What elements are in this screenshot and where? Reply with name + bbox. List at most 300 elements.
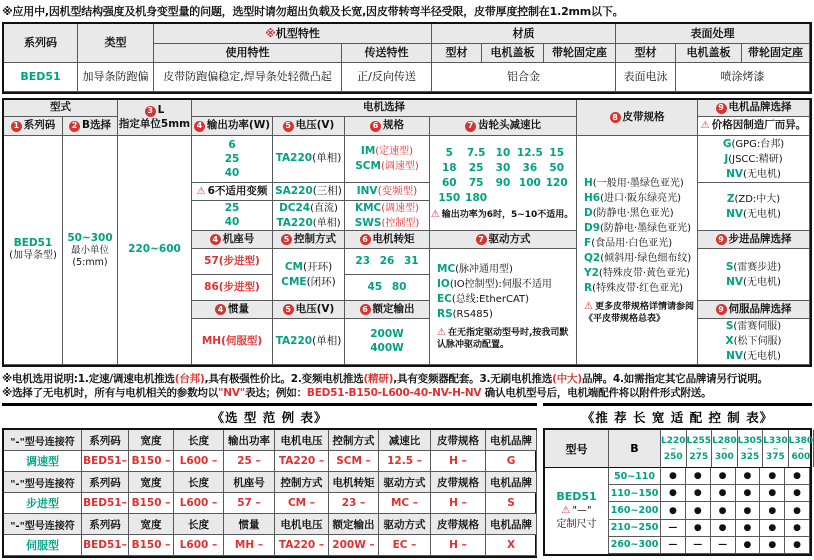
list-cell: 电机品牌 [486,514,537,535]
list-cell: 57 – [224,493,275,514]
list-cell: 180 [465,191,488,204]
belt-note-text: 更多皮带规格详情请参阅《平皮带规格总表》 [584,301,694,324]
list-cell: 50 [549,161,565,174]
l-bottom: 250 [663,451,683,462]
header-motor-group: 电机选择 [192,100,577,117]
belt-sub: (进口·阪东绿亮光) [600,192,682,204]
note-seg-red: "NV" [218,387,246,399]
compat-rows [609,468,810,554]
list-cell: ● [760,537,785,554]
dot-cells [661,468,810,485]
ctrl-item [281,275,336,290]
list-cell: 惯量 [224,514,275,535]
header-drive-mode-text: 驱动方式 [488,232,531,245]
length-col-header [763,430,789,467]
spec-item [355,159,419,174]
frame-86: 86(步进型) [192,275,273,301]
brand-code: S [725,320,734,332]
brand-price-note [698,117,810,136]
badge-6: 6 [360,234,371,245]
header-gear-ratio [430,117,577,136]
belt-code: R [584,281,593,294]
brand-sub: (无电机) [743,351,781,362]
gear-note-text: 输出功率为6时，5~10不适用。 [441,209,574,220]
brand-code: X [725,335,734,347]
list-cell: BED51– [82,535,129,556]
list-cell: 15 [549,146,565,159]
list-cell: EC – [379,535,431,556]
drive-code: MC [437,263,456,275]
brand-sub: (雷赛伺服) [733,321,782,332]
compat-row [609,502,810,519]
belt-item [584,266,690,281]
brand-item [724,152,782,167]
header-drive-mode [430,231,577,249]
header-output-power-text: 输出功率(W) [206,119,271,132]
brand-item [726,319,781,334]
torque-86 [345,275,430,301]
frame-57: 57(步进型) [192,249,273,275]
spec-item [361,144,413,159]
belt-item [584,221,691,236]
badge-9: 9 [716,234,727,245]
dash-mark: "—" [572,505,592,516]
spec-code: SWS [354,216,382,229]
brand-item [726,334,782,349]
list-cell: ● [686,520,711,537]
list-cell: BED51– [82,451,129,472]
brand-sub: (无电机) [743,168,781,180]
ac-voltage-2 [273,183,345,201]
gear-ratio-values [436,146,570,205]
row-label-servo-type: 伺服型 [4,535,82,556]
belt-sub: (特殊皮带·黄色亚光) [598,267,690,279]
list-cell: L600 – [174,493,224,514]
header-length-unit: 指定单位5mm [118,117,191,130]
spec-sub: (调速型) [380,161,419,172]
b-range-value: 50~300 [67,231,113,244]
volt-code: DC24 [279,201,311,214]
dot-cells [661,485,810,502]
header-inertia-text: 惯量 [228,302,249,315]
header-spec [345,117,430,136]
header-servo-voltage-text: 电压(V) [295,302,335,315]
custom-size-flag [561,504,591,518]
ctrl-sub: (开环) [302,260,333,273]
list-cell: 皮带规格 [431,472,486,493]
compat-row [609,520,810,537]
compat-model-cell [545,468,609,554]
header-gear-ratio-text: 齿轮头减速比 [478,119,541,132]
belt-spec-cell [577,136,698,365]
list-cell: ● [711,520,736,537]
list-cell: 控制方式 [329,430,379,451]
surface-profile-value: 表面电泳 [616,63,676,92]
list-cell: 25 [224,202,240,215]
list-cell: 6 [228,139,236,151]
list-cell: 系列码 [82,430,129,451]
list-cell: L600 – [174,535,224,556]
spec-sub: (控制型) [381,217,420,229]
l-top: L280 [712,435,737,446]
gear-note [431,209,576,221]
length-col-header [712,430,738,467]
connector-label: "-"型号连接符 [4,472,82,493]
spec-code: INV [356,184,378,197]
badge-9: 9 [716,304,727,315]
dot-cells [661,520,810,537]
note-seg: 品牌。4.如需指定其它品牌请另行说明。 [581,373,768,385]
length-col-header [661,430,687,467]
list-cell: L600 – [174,451,224,472]
header-motor-cover-2: 电机盖板 [676,44,742,63]
list-cell: ● [785,537,810,554]
header-length-line1 [145,104,165,117]
badge-3: 3 [145,106,156,117]
l-top: L255 [686,435,712,446]
volt-code: SA220 [275,184,313,197]
tilde: ~ [746,444,753,453]
example-value-cells [82,451,537,472]
volt-code: TA220 [275,152,313,165]
length-col-header [687,430,713,467]
list-cell: ● [736,502,761,519]
volt-sub: (单相) [312,152,342,165]
list-cell: ● [711,468,736,485]
list-cell: 宽度 [129,514,174,535]
list-cell: 驱动方式 [379,514,431,535]
list-cell: BED51– [82,493,129,514]
belt-code: H6 [584,191,601,204]
warning-icon [197,185,206,199]
brand-sub: (雷赛步进) [733,261,782,273]
compat-table [543,428,812,556]
list-cell: 75 [468,176,484,189]
header-pulley-seat-2: 带轮固定座 [742,44,810,63]
list-cell: MH – [224,535,275,556]
brand-item [726,207,781,222]
list-cell: 100 [518,176,541,189]
note-seg: ,具有变频器配套。3.无刷电机推选 [393,373,553,385]
list-cell: ● [686,468,711,485]
drive-code: RS [437,308,453,320]
list-cell: 12.5 – [379,451,431,472]
list-cell: 40 [224,167,240,179]
list-cell: 400W [370,341,404,354]
compat-table-title: 《推 荐 长 宽 适 配 控 制 表》 [581,410,774,425]
list-cell: 25 – [224,451,275,472]
header-pulley-seat: 带轮固定座 [544,44,616,63]
overview-table [2,22,812,94]
b-range: 160~200 [609,502,661,519]
list-cell: 机座号 [224,472,275,493]
brand-sub: (无电机) [743,208,781,220]
brand-code: NV [726,350,744,362]
torque-57 [345,249,430,275]
belt-item [584,251,691,266]
example-value-cells [82,493,537,514]
spec-sub: (调速型) [381,202,420,214]
badge-5: 5 [283,121,294,132]
length-col-header [738,430,764,467]
list-cell: 25 [224,153,240,165]
ac-spec-1 [345,136,430,183]
list-cell: ● [785,520,810,537]
dc-power-cell [192,201,273,231]
header-frame-size-text: 机座号 [222,232,255,245]
badge-7: 7 [465,121,476,132]
list-cell: 90 [495,176,511,189]
tilde: ~ [670,444,677,453]
brand-sub: (GPG:台邦) [731,138,785,150]
brand-price-note-text: 价格因制造厂而异。 [711,119,807,132]
compat-row [609,537,810,554]
list-cell: ● [661,485,686,502]
list-cell: ● [661,502,686,519]
list-cell: 40 [224,215,240,228]
list-cell: 电机品牌 [486,472,537,493]
b-min-unit: 最小单位 [70,244,109,256]
list-cell: 120 [545,176,568,189]
torque-values: 23 26 31 [355,254,419,267]
list-cell: — [661,520,686,537]
example-table [2,428,537,558]
header-step-brand [698,231,810,249]
tilde: ~ [772,444,779,453]
header-servo-voltage [273,301,345,319]
control-mode-cell [273,249,345,301]
spec-sub: (变频型) [377,184,418,197]
b-range: 210~250 [609,520,661,537]
tilde: ~ [695,444,702,453]
spec-code: IM [360,145,376,157]
list-cell: 150 [438,191,461,204]
ctrl-sub: (闭环) [306,275,336,288]
bottom-section [2,403,812,558]
example-header-cells [82,514,537,535]
note-seg: 表达；例如： [245,387,307,399]
list-cell: 系列码 [82,514,129,535]
connector-label: "-"型号连接符 [4,430,82,451]
list-cell: 电机转矩 [329,472,379,493]
list-cell: TA220 – [275,451,329,472]
brand-code: S [725,260,734,273]
belt-item [584,206,674,221]
list-cell: — [711,537,736,554]
drive-sub: (总线:EtherCAT) [451,294,530,305]
header-model: 型号 [545,430,609,467]
list-cell: 电机电压 [275,430,329,451]
header-motor-cover: 电机盖板 [482,44,544,63]
header-control-mode-text: 控制方式 [294,232,336,245]
list-cell: X [486,535,537,556]
header-servo-brand [698,301,810,319]
header-usage-feature: 使用特性 [154,44,342,63]
warning-icon [701,119,710,133]
badge-8: 8 [610,112,621,123]
warning-icon [561,504,570,518]
list-cell: 12.5 [516,146,543,159]
badge-4: 4 [210,234,221,245]
spec-code: SCM [355,160,381,172]
list-cell: ● [736,468,761,485]
dc-power-values [225,202,240,228]
warning-icon [437,327,446,339]
l-top: L305 [737,435,763,446]
list-cell: S [486,493,537,514]
note-seg-red: (精研) [363,373,394,385]
list-cell: 长度 [174,472,224,493]
type-value: 加导条防跑偏 [78,63,154,92]
volt-code: TA220 [275,334,313,347]
volt-sub: (单相) [312,334,342,347]
series-value: BED51 [13,237,53,250]
note-seg: 确认电机型号后，电机端配件将以附件形式附送。 [481,387,712,399]
ac-power-note-text: 6不适用变频 [207,184,268,197]
rated-output-cell [345,319,430,365]
header-series-text: 系列码 [23,119,56,132]
volt-code: TA220 [276,216,313,229]
list-cell: TA220 – [275,535,329,556]
example-value-row [4,451,535,472]
header-transfer-feature: 传送特性 [342,44,432,63]
header-b-select-text: B选择 [81,119,111,132]
brand-sub: (松下伺服) [733,336,782,347]
list-cell: 宽度 [129,430,174,451]
brand-sub: (无电机) [743,276,781,288]
spec-sub: (定速型) [375,146,414,157]
list-cell: — [661,537,686,554]
example-header-cells [82,472,537,493]
header-machine-feature [154,24,432,44]
spec-item [355,216,420,231]
list-cell: B150 – [129,451,174,472]
list-cell: SCM – [329,451,379,472]
list-cell: ● [736,485,761,502]
badge-4: 4 [194,121,205,132]
badge-9: 9 [716,103,727,114]
brand-code: Z [726,192,735,205]
l-range-cell [118,136,192,365]
belt-note [584,301,697,325]
list-cell: 60 [441,176,457,189]
ac-voltage-1 [273,136,345,183]
dc-spec-cell [345,201,430,231]
compat-model-value: BED51 [556,490,597,503]
list-cell: 5 [445,146,453,159]
header-step-brand-text: 步进品牌选择 [728,232,792,245]
list-cell: 18 [441,161,457,174]
drive-item [437,292,529,307]
list-cell: 10 [495,146,511,159]
list-cell: 200W – [329,535,379,556]
badge-6: 6 [370,121,381,132]
brand-sub: (ZD:中大) [734,193,781,205]
header-model-group: 型式 [4,100,118,117]
header-rated-output-text: 额定输出 [372,302,415,315]
list-cell: 驱动方式 [379,472,431,493]
drive-item [437,262,513,277]
brand-step-cell [698,249,810,301]
spec-code: KMC [354,201,382,214]
list-cell: ● [736,520,761,537]
torque-values: 45 80 [367,280,407,293]
drive-code: IO [437,278,450,290]
note-seg-red: (中大) [552,373,582,385]
badge-4: 4 [215,304,226,315]
series-sub: (加导条型) [9,250,57,262]
belt-code: Y2 [584,266,599,279]
tilde: ~ [797,444,804,453]
volt-sub: (单相) [312,217,341,229]
header-voltage [273,117,345,136]
list-cell: 36 [522,161,538,174]
header-output-power [192,117,273,136]
list-cell: ● [785,468,810,485]
example-value-cells [82,535,537,556]
example-value-row [4,535,535,556]
list-cell: 200W [370,328,404,341]
warning-icon [431,209,440,221]
compat-body [545,468,810,554]
compat-row [609,468,810,485]
drive-mode-cell [430,249,577,365]
l-range-value: 220~600 [128,243,181,256]
badge-6: 6 [360,304,371,315]
l-top: L220 [661,435,686,446]
star-mark: ※ [265,26,276,40]
header-material-group: 材质 [432,24,616,44]
l-bottom: 300 [714,451,734,462]
belt-sub: (食品用·白色亚光) [591,237,673,249]
list-cell: B150 – [129,493,174,514]
list-cell: MC – [379,493,431,514]
list-cell: B150 – [129,535,174,556]
list-cell: 25 [468,161,484,174]
drive-item [437,277,552,292]
brand-code: NV [726,207,744,220]
drive-sub: (RS485) [452,309,493,320]
belt-sub: (倾斜用·绿色细布纹) [600,252,692,264]
badge-7: 7 [476,234,487,245]
belt-item [584,176,684,191]
list-cell: ● [711,502,736,519]
brand-item [726,167,781,182]
badge-5: 5 [281,234,292,245]
header-length [118,100,192,136]
gear-ratio-cell [430,136,577,231]
drive-note [437,327,576,351]
belt-item [584,281,683,296]
brand-item [727,192,780,207]
ctrl-item [285,260,332,275]
badge-5: 5 [283,304,294,315]
brand-item [726,275,781,290]
dot-cells [661,502,810,519]
belt-code: D [584,206,593,219]
drive-item [437,307,493,322]
header-rated-output [345,301,430,319]
list-cell: H – [431,493,486,514]
list-cell: 23 – [329,493,379,514]
list-cell: 控制方式 [275,472,329,493]
surface-paint-value: 喷涂烤漆 [676,63,810,92]
header-inertia [192,301,273,319]
header-surface-group: 表面处理 [616,24,810,44]
b-range: 50~110 [609,468,661,485]
belt-item [584,236,672,251]
ctrl-code: CME [281,275,307,288]
